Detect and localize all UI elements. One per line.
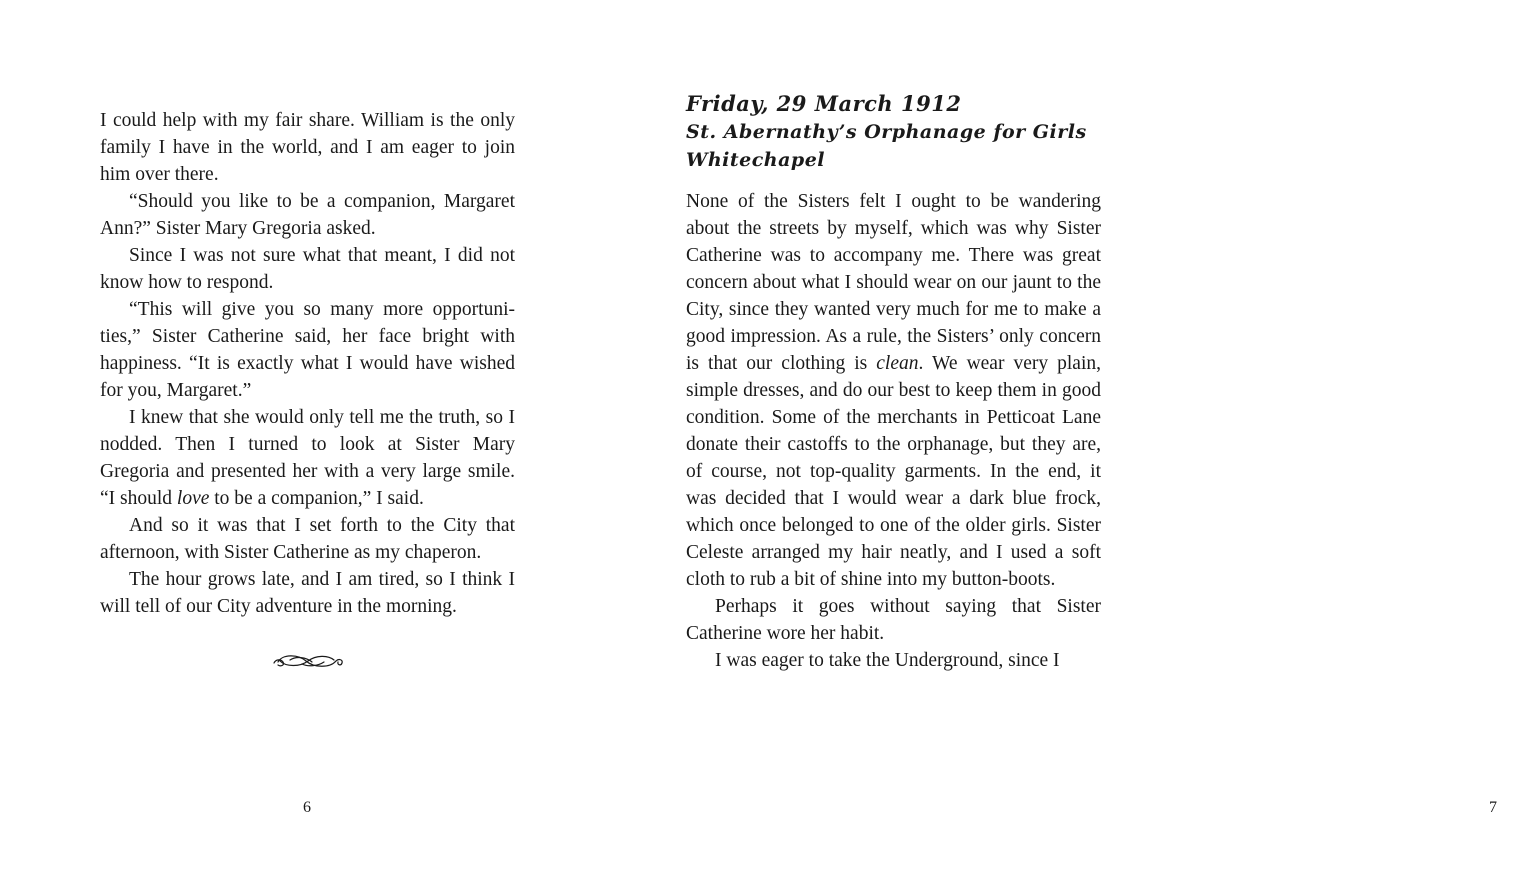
paragraph bbox=[100, 566, 515, 620]
page-number: 6 bbox=[303, 799, 311, 816]
text-run: . We wear very plain, simple dresses, and do our best to keep them in good condition. Some of the merchants in Petticoat Lane donate their castoffs to the orphanage, but they are, of course, not top-quality garments. In the end, it was decided that I would wear a dark blue frock, which once belonged to one of the older girls. Sister Celeste arranged my hair neatly, and I used a soft cloth to rub a bit of shine into my button-boots. bbox=[686, 353, 1102, 590]
text-run: I knew that she would only tell me the truth, so I nodded. Then I turned to look at Sister Mary Gregoria and presented her with a very large smile. “I should bbox=[100, 407, 515, 509]
text-run: I was eager to take the Underground, since I bbox=[715, 650, 1060, 671]
entry-place: St. Abernathy’s Orphanage for Girls bbox=[686, 121, 1087, 143]
text-run: to be a companion,” I said. bbox=[209, 488, 424, 509]
right-page bbox=[600, 0, 1497, 872]
text-run: “Should you like to be a companion, Margaret Ann?” Sister Mary Gregoria asked. bbox=[100, 191, 515, 239]
page-number: 7 bbox=[1489, 799, 1497, 816]
text-run: Since I was not sure what that meant, I did not know how to respond. bbox=[100, 245, 515, 293]
emphasized-text: love bbox=[176, 488, 210, 509]
text-run: Perhaps it goes without saying that Sister Catherine wore her habit. bbox=[686, 596, 1101, 644]
text-run: The hour grows late, and I am tired, so I think I will tell of our City adventure in the morning. bbox=[100, 569, 515, 617]
entry-date: Friday, 29 March 1912 bbox=[686, 91, 962, 116]
text-run: I could help with my fair share. William is the only family I have in the world, and I am eager to join him over there. bbox=[100, 110, 515, 185]
text-run: “This will give you so many more opportunities,” Sister Catherine said, her face bright with happiness. “It is exactly what I would have wished for you, Margaret.” bbox=[100, 299, 515, 401]
paragraph bbox=[100, 404, 515, 512]
entry-district: Whitechapel bbox=[686, 149, 826, 171]
right-page-text bbox=[686, 188, 1101, 674]
text-run: None of the Sisters felt I ought to be wandering about the streets by myself, which was why Sister Catherine was to accompany me. There was great concern about what I should wear on our jaunt to the City, since they wanted very much for me to make a good impression. As a rule, the Sisters’ only concern is that our clothing is bbox=[686, 191, 1101, 374]
paragraph bbox=[100, 512, 515, 566]
diary-entry-heading bbox=[686, 90, 1087, 174]
paragraph bbox=[100, 107, 515, 188]
text-run: And so it was that I set forth to the City that afternoon, with Sister Catherine as my chaperon. bbox=[100, 515, 515, 563]
paragraph bbox=[686, 593, 1101, 647]
paragraph bbox=[100, 296, 515, 404]
left-page-text bbox=[100, 107, 515, 620]
flourish-ornament-icon bbox=[272, 650, 344, 672]
left-page bbox=[0, 0, 600, 872]
paragraph bbox=[686, 647, 1101, 674]
emphasized-text: clean bbox=[876, 353, 919, 374]
paragraph bbox=[100, 242, 515, 296]
paragraph bbox=[686, 188, 1101, 593]
paragraph bbox=[100, 188, 515, 242]
